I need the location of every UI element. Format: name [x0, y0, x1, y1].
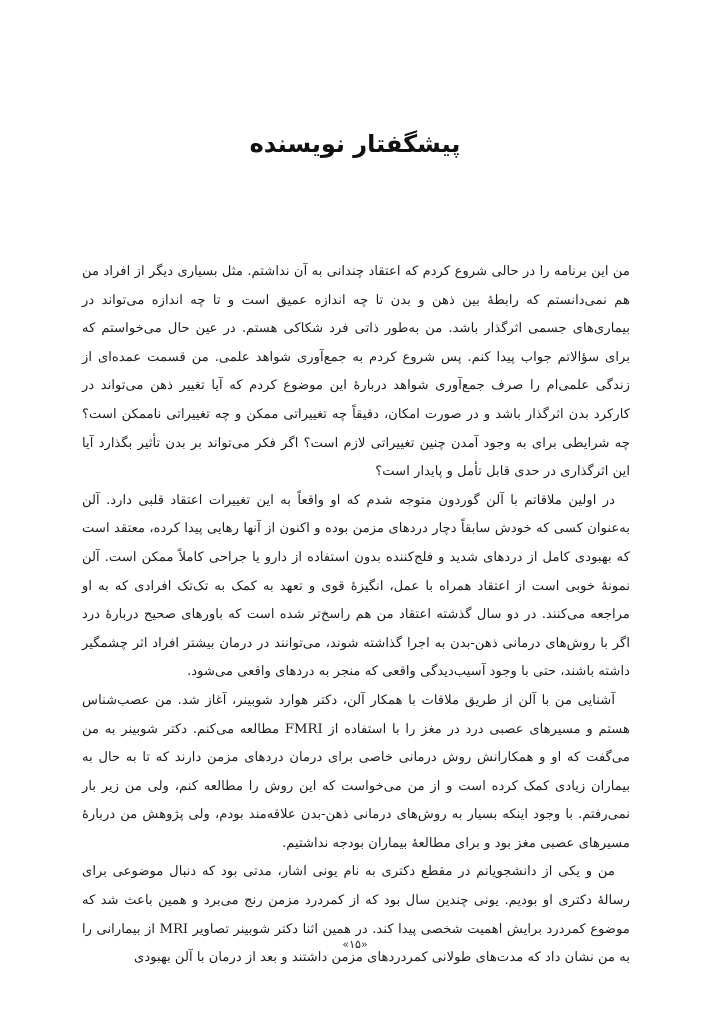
paragraph: در اولین ملاقاتم با آلن گوردون متوجه شدم که او واقعاً به این تغییرات اعتقاد قلبی دارد. آلن به‌عنوان کسی که خودش سابقاً دچار دردهای مزمن بوده و اکنون از آنها رهایی پیدا کرده، معتقد است که بهبودی کامل از دردهای شدید و فلج‌کننده بدون استفاده از دارو یا جراحی کاملاً ممکن است. آلن نمونهٔ خوبی است از اعتقاد همراه با عمل، انگیزهٔ قوی و تعهد به کمک به تک‌تک افرادی که به او مراجعه می‌کنند. در دو سال گذشته اعتقاد من هم راسخ‌تر شده است که باورهای صحیح دربارهٔ درد اگر با روش‌های درمانی ذهن-بدن به اجرا گذاشته شوند، می‌توانند در درمان بیشتر افراد اثر چشمگیر داشته باشند، حتی با وجود آسیب‌دیدگی واقعی که منجر به دردهای واقعی می‌شود.	[82, 492, 630, 680]
paragraph: من و یکی از دانشجویانم در مقطع دکتری به نام یونی اشار، مدتی بود که دنبال موضوعی برای رسالهٔ دکتری او بودیم. یونی چندین سال بود که از کمردرد مزمن رنج می‌برد و همین باعث شد که موضوع کمردرد برایش اهمیت شخصی پیدا کند. در همین اثنا دکتر شوبینر تصاویر MRI از بیمارانی را به من نشان داد که مدت‌های طولانی کمردردهای مزمن داشتند و بعد از درمان با آلن بهبودی	[82, 864, 630, 966]
chapter-title: پیشگفتار نویسنده	[249, 130, 461, 159]
page-number: «۱۵»	[342, 938, 368, 951]
paragraph: من این برنامه را در حالی شروع کردم که اعتقاد چندانی به آن نداشتم. مثل بسیاری دیگر از افراد من هم نمی‌دانستم که رابطهٔ بین ذهن و بدن تا چه اندازه عمیق است و تا چه اندازه می‌تواند در بیماری‌های جسمی اثرگذار باشد. من به‌طور ذاتی فرد شکاکی هستم. در عین حال می‌خواستم که برای سؤالاتم جواب پیدا کنم. پس شروع کردم به جمع‌آوری شواهد علمی. من قسمت عمده‌ای از زندگی علمی‌ام را صرف جمع‌آوری شواهد دربارهٔ این موضوع کردم که آیا تغییر ذهن می‌تواند در کارکرد بدن اثرگذار باشد و در صورت امکان، دقیقاً چه تغییراتی ممکن و چه تغییراتی ناممکن است؟ چه شرایطی برای به وجود آمدن چنین تغییراتی لازم است؟ اگر فکر می‌تواند بر بدن تأثیر بگذارد آیا این اثرگذاری در حدی قابل تأمل و پایدار است؟	[82, 264, 630, 480]
paragraph: آشنایی من با آلن از طریق ملاقات با همکار آلن، دکتر هوارد شوبینر، آغاز شد. من عصب‌شناس هستم و مسیرهای عصبی درد در مغز را با استفاده از FMRI مطالعه می‌کنم. دکتر شوبینر به من می‌گفت که او و همکارانش روش درمانی خاصی برای درمان دردهای مزمن دارند که تا به حال به بیماران زیادی کمک کرده است و از من می‌خواست که این روش را مطالعه کنم، ولی من زیر بار نمی‌رفتم. با وجود اینکه بسیار به روش‌های درمانی ذهن-بدن علاقه‌مند بودم، ولی پژوهش من دربارهٔ مسیرهای عصبی مغز بود و برای مطالعهٔ بیماران بودجه نداشتیم.	[82, 692, 630, 851]
body-text	[82, 258, 630, 973]
